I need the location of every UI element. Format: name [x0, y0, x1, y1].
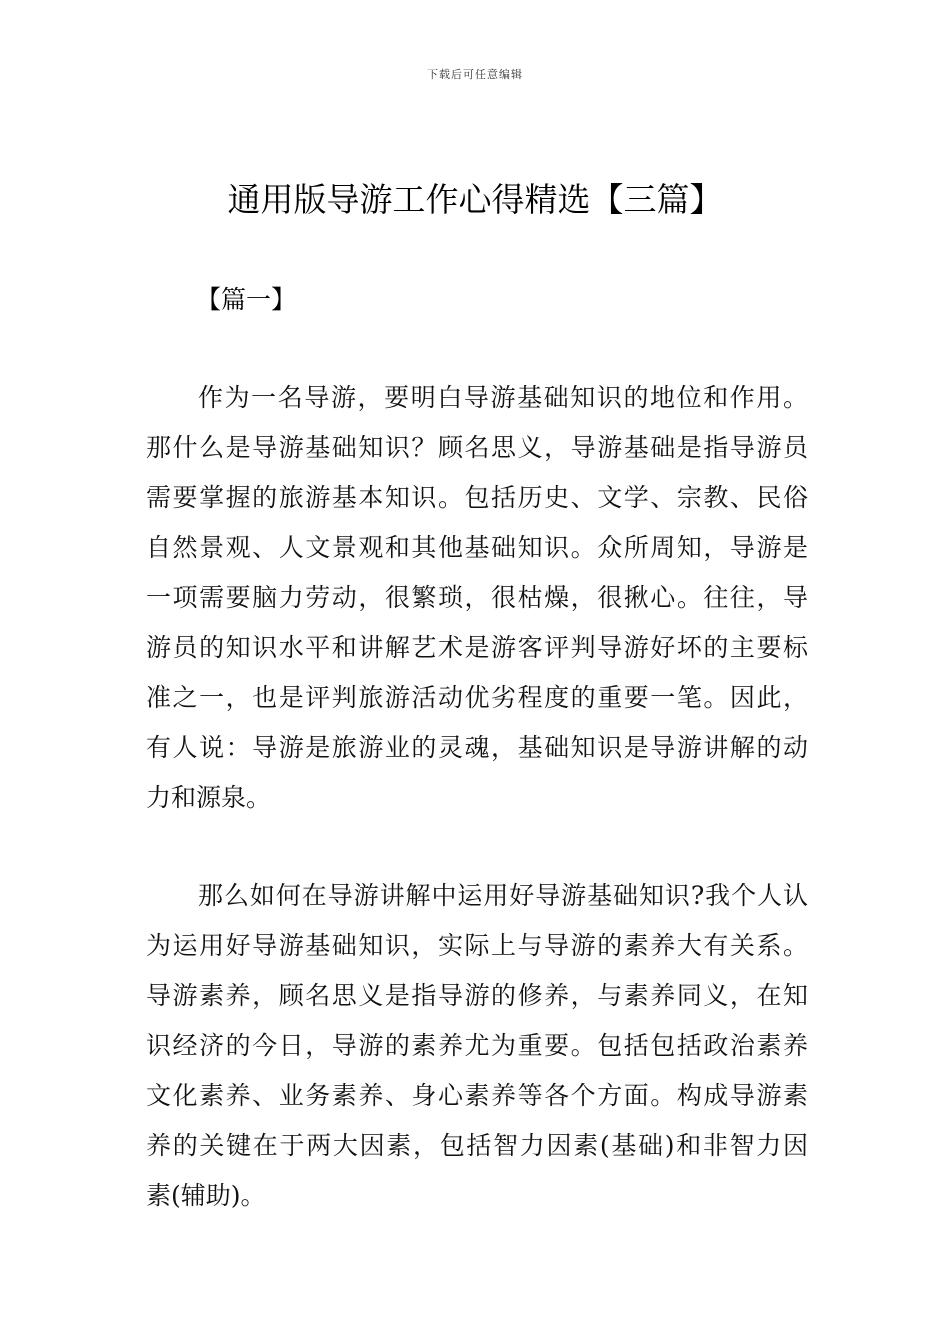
paragraph-line: 游员的知识水平和讲解艺术是游客评判导游好坏的主要标 — [146, 633, 808, 662]
paragraph-line: 识经济的今日，导游的素养尤为重要。包括包括政治素养 — [146, 1031, 808, 1060]
section-label: 【篇一】 — [196, 285, 297, 314]
paragraph-2 — [146, 871, 808, 1221]
document-title: 通用版导游工作心得精选【三篇】 — [227, 180, 723, 219]
paragraph-line: 作为一名导游，要明白导游基础知识的地位和作用。 — [198, 383, 808, 412]
paragraph-1 — [146, 373, 808, 823]
paragraph-line: 力和源泉。 — [146, 783, 272, 812]
paragraph-line: 养的关键在于两大因素，包括智力因素(基础)和非智力因 — [146, 1131, 808, 1160]
paragraph-line: 导游素养，顾名思义是指导游的修养，与素养同义，在知 — [146, 981, 808, 1010]
paragraph-line: 需要掌握的旅游基本知识。包括历史、文学、宗教、民俗 — [146, 483, 808, 512]
paragraph-line: 准之一，也是评判旅游活动优劣程度的重要一笔。因此， — [146, 683, 808, 712]
paragraph-line: 素(辅助)。 — [146, 1181, 266, 1210]
paragraph-line: 文化素养、业务素养、身心素养等各个方面。构成导游素 — [146, 1081, 808, 1110]
paragraph-line: 那什么是导游基础知识？顾名思义，导游基础是指导游员 — [146, 433, 808, 462]
paragraph-line: 有人说：导游是旅游业的灵魂，基础知识是导游讲解的动 — [146, 733, 808, 762]
paragraph-line: 自然景观、人文景观和其他基础知识。众所周知，导游是 — [146, 533, 808, 562]
paragraph-line: 为运用好导游基础知识，实际上与导游的素养大有关系。 — [146, 931, 808, 960]
paragraph-line: 一项需要脑力劳动，很繁琐，很枯燥，很揪心。往往，导 — [146, 583, 808, 612]
header-note: 下载后可任意编辑 — [427, 68, 523, 81]
paragraph-line: 那么如何在导游讲解中运用好导游基础知识?我个人认 — [198, 881, 808, 910]
